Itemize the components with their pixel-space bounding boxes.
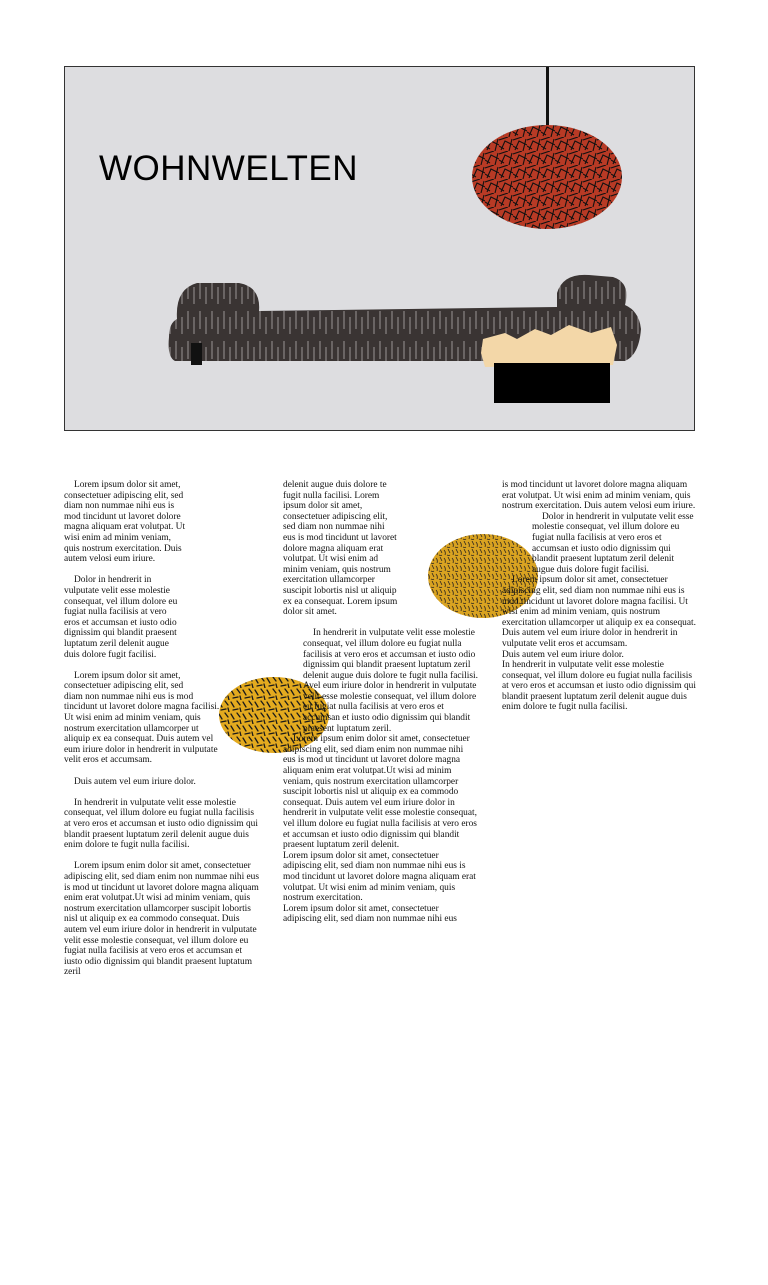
paragraph: delenit augue duis dolore te fugit nulla facilisi. Lorem ipsum dolor sit amet, consectetuer adipiscing elit, sed diam non nummae nihi eus is mod tincidunt ut lavoret dolore magna aliquam erat volutpat. Ut wisi enim ad minim veniam, quis nostrum exercitation ullamcorper suscipit lobortis nisl ut aliquip ex ea consequat. Lorem ipsum dolor sit amet. xyxy=(283,480,398,618)
paragraph: Lorem ipsum dolor sit amet, consectetuer adipiscing elit, sed diam non nummae nihi eus xyxy=(283,903,457,925)
paragraph: Dolor in hendrerit in vulputate velit esse molestie consequat, vel illum dolore eu fugiat nulla facilisis at vero eros et accumsan et iusto odio dignissim qui blandit praesent luptatum zeril delenit augue duis dolore fugit facilisi. xyxy=(64,575,178,660)
paragraph: Lorem ipsum dolor sit amet, consectetuer adipiscing elit, sed diam non nummae nihi eus is mod tincidunt ut lavoret dolore magna aliquam erat volutpat. Ut wisi enim ad minim veniam, quis nostrum exercitation. xyxy=(283,850,476,904)
paragraph: is mod tincidunt ut lavoret dolore magna aliquam erat volutpat. Ut wisi enim ad minim veniam, quis nostrum exercitation. Duis autem velosi eum iriure. xyxy=(502,480,696,512)
text-column-2 xyxy=(283,480,478,925)
paragraph: Dolor in hendrerit in vulputate velit esse molestie consequat, vel illum dolore eu fugiat nulla facilisis at vero eros et accumsan et iusto odio dignissim qui blandit praesent luptatum zeril delenit augue duis dolore fugit facilisi. xyxy=(532,511,694,575)
paragraph: In hendrerit in vulputate velit esse molestie consequat, vel illum dolore eu fugiat nulla facilisis at vero eros et accumsan et iusto odio dignissim qui blandit praesent luptatum zeril delenit augue duis enim dolore te fugit nulla facilisi. xyxy=(502,660,696,713)
text-column-1 xyxy=(64,480,260,978)
hero-illustration xyxy=(64,66,695,431)
pendant-lamp xyxy=(472,125,622,229)
paragraph: Lorem ipsum dolor sit amet, consectetuer adipiscing elit, sed diam non nummae nihi eus is mod tincidunt ut lavoret dolore magna aliquam erat volutpat. Ut wisi enim ad minim veniam, quis nostrum exercitation. Duis autem velosi eum iriure. xyxy=(64,480,186,565)
paragraph: Lorem ipsum dolor sit amet, consectetuer adipiscing elit, sed diam non nummae nihi eus is mod tincidunt ut lavoret dolore magna facilisi. Ut wisi enim ad minim veniam, quis nostrum exercitation ullamcorper ut aliquip ex ea consequat. Duis autem vel eum iriure dolor in hendrerit in vulputate velit eros et accumsam. xyxy=(64,670,220,766)
paragraph: Duis autem vel eum iriure dolor. xyxy=(502,649,624,660)
lamp-cord xyxy=(546,67,549,135)
paragraph: Duis autem vel eum iriure dolor. xyxy=(74,776,196,787)
text-column-3 xyxy=(502,480,697,713)
living-room-illustration xyxy=(65,67,695,431)
paragraph: In hendrerit in vulputate velit esse molestie consequat, vel illum dolore eu fugiat nulla facilisis at vero eros et accumsan et iusto odio dignissim qui blandit praesent luptatum zeril delenit augue duis dolore te fugit nulla facilisi. Avel eum iriure dolor in hendrerit in vulputate velit esse molestie consequat, vel illum dolore eu fugiat nulla facilisis at vero eros et accumsan et iusto odio dignissim qui blandit praesent luptatum zeril. xyxy=(303,628,478,734)
paragraph: Lorem ipsum enim dolor sit amet, consectetuer adipiscing elit, sed diam enim non nummae nihi eus is mod ut tincidunt ut lavoret dolore magna aliquam enim erat volutpat.Ut wisi ad minim veniam, quis nostrum exercitation ullamcorper suscipit lobortis nisl ut aliquip ex ea commodo consequat. Duis autem vel eum iriure dolor in hendrerit in vulputate velit esse molestie consequat, vel illum dolore eu fugiat nulla facilisis at vero eros et accumsan et iusto odio dignissim qui blandit praesent luptatum zeril delenit. xyxy=(283,734,477,851)
paragraph: Lorem ipsum enim dolor sit amet, consectetuer adipiscing elit, sed diam enim non nummae nihi eus is mod ut tincidunt ut lavoret dolore magna aliquam enim erat volutpat.Ut wisi ad minim veniam, quis nostrum exercitation ullamcorper suscipit lobortis nisl ut aliquip ex ea commodo consequat. Duis autem vel eum iriure dolor in hendrerit in vulputate velit esse molestie consequat, vel illum dolore eu fugiat nulla facilisis at vero eros et accumsan et iusto odio dignissim qui blandit praesent luptatum zeril xyxy=(64,861,260,978)
page-title: WOHNWELTEN xyxy=(99,149,359,188)
paragraph: In hendrerit in vulputate velit esse molestie consequat, vel illum dolore eu fugiat nulla facilisis at vero eros et accumsan et iusto odio dignissim qui blandit praesent luptatum zeril delenit augue duis enim dolore te fugit nulla facilisi. xyxy=(64,797,258,851)
side-table xyxy=(494,363,610,403)
paragraph: Lorem ipsum dolor sit amet, consectetuer adipiscing elit, sed diam non nummae nihi eus is mod tincidunt ut lavoret dolore magna facilisi. Ut wisi enim ad minim veniam, quis nostrum exercitation ullamcorper ut aliquip ex ea consequat. Duis autem vel eum iriure dolor in hendrerit in vulputate velit eros et accumsam. xyxy=(502,575,696,649)
